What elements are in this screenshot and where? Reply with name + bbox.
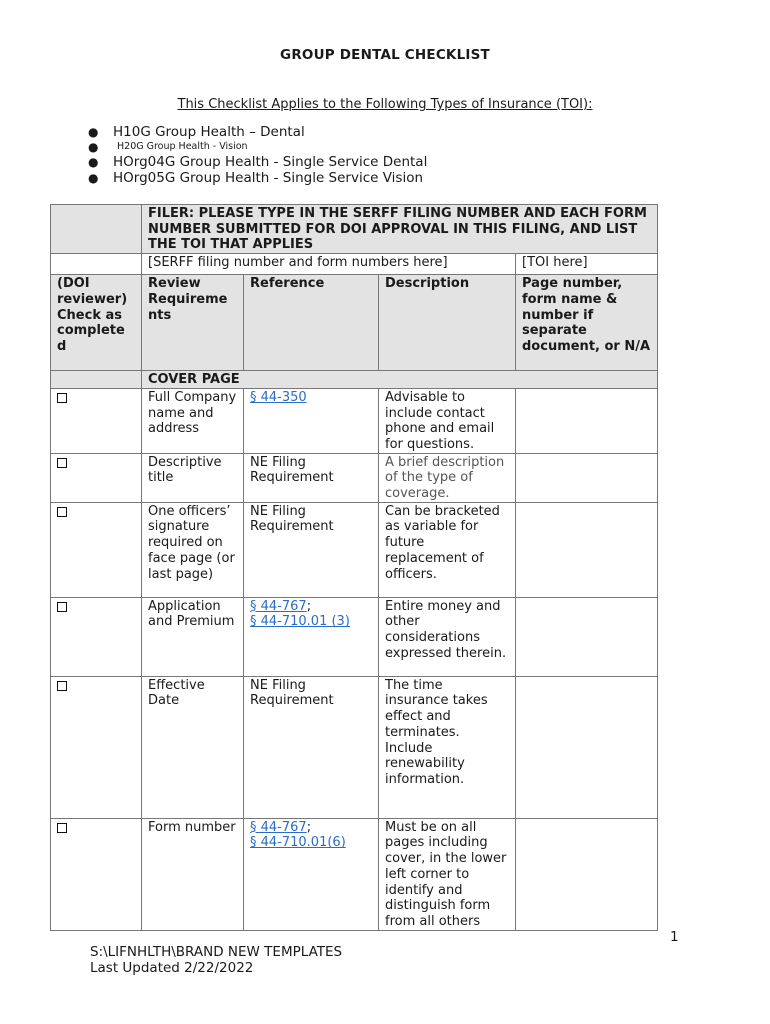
- bullet-icon: ●: [88, 125, 99, 139]
- header-review: Review Requireme nts: [142, 275, 244, 371]
- filer-instruction: FILER: PLEASE TYPE IN THE SERFF FILING NUMBER AND EACH FORM NUMBER SUBMITTED FOR DOI APPROVAL IN THIS FILING, AND LIST THE TOI THAT APPLIES: [142, 205, 658, 254]
- reference-cell: § 44-767; § 44-710.01 (3): [244, 597, 379, 676]
- toi-item: ● HOrg05G Group Health - Single Service Vision: [88, 170, 424, 186]
- toi-list: [88, 124, 427, 186]
- checkbox-cell: [51, 597, 142, 676]
- checkbox[interactable]: [57, 507, 67, 517]
- blank-cell: [51, 205, 142, 254]
- toi-item: ● H10G Group Health – Dental: [88, 124, 305, 140]
- reference-cell: NE Filing Requirement: [244, 502, 379, 597]
- footer-updated: Last Updated 2/22/2022: [90, 960, 254, 976]
- description-cell: The time insurance takes effect and terminates. Include renewability information.: [379, 676, 516, 818]
- page-number-cell[interactable]: [516, 502, 658, 597]
- blank-cell: [51, 254, 142, 275]
- toi-item: ● H20G Group Health - Vision: [88, 140, 248, 154]
- review-cell: Full Company name and address: [142, 388, 244, 453]
- reference-cell: NE Filing Requirement: [244, 676, 379, 818]
- bullet-icon: ●: [88, 155, 99, 169]
- table-row: [51, 818, 658, 930]
- table-row: [51, 502, 658, 597]
- review-cell: Descriptive title: [142, 453, 244, 502]
- header-check: (DOI reviewer) Check as complete d: [51, 275, 142, 371]
- reference-cell: NE Filing Requirement: [244, 453, 379, 502]
- checkbox[interactable]: [57, 602, 67, 612]
- checkbox-cell: [51, 453, 142, 502]
- checkbox[interactable]: [57, 393, 67, 403]
- checkbox-cell: [51, 676, 142, 818]
- header-description: Description: [379, 275, 516, 371]
- review-cell: One officers’ signature required on face page (or last page): [142, 502, 244, 597]
- header-reference: Reference: [244, 275, 379, 371]
- statute-link[interactable]: § 44-767: [250, 598, 307, 614]
- table-row: [51, 388, 658, 453]
- statute-link[interactable]: § 44-767: [250, 819, 307, 835]
- checkbox-cell: [51, 818, 142, 930]
- page-number-cell[interactable]: [516, 388, 658, 453]
- description-cell: Entire money and other considerations expressed therein.: [379, 597, 516, 676]
- checkbox-cell: [51, 502, 142, 597]
- toi-field[interactable]: [TOI here]: [516, 254, 658, 275]
- checkbox-cell: [51, 388, 142, 453]
- statute-link[interactable]: § 44-350: [250, 389, 307, 405]
- reference-cell: [244, 388, 379, 453]
- review-cell: Effective Date: [142, 676, 244, 818]
- toi-item: ● HOrg04G Group Health - Single Service Dental: [88, 154, 428, 170]
- footer: [90, 944, 342, 976]
- section-cover-page: COVER PAGE: [142, 371, 658, 389]
- checklist-table: [50, 204, 658, 931]
- checkbox[interactable]: [57, 458, 67, 468]
- statute-link[interactable]: § 44-710.01(6): [250, 835, 346, 851]
- checkbox[interactable]: [57, 823, 67, 833]
- description-cell: A brief description of the type of coverage.: [379, 453, 516, 502]
- page-number: 1: [670, 929, 679, 945]
- description-cell: Advisable to include contact phone and email for questions.: [379, 388, 516, 453]
- blank-cell: [51, 371, 142, 389]
- review-cell: Form number: [142, 818, 244, 930]
- review-cell: Application and Premium: [142, 597, 244, 676]
- serff-number-field[interactable]: [SERFF filing number and form numbers here]: [142, 254, 516, 275]
- table-row: [51, 676, 658, 818]
- page-number-cell[interactable]: [516, 818, 658, 930]
- description-cell: Must be on all pages including cover, in the lower left corner to identify and distinguish form from all others: [379, 818, 516, 930]
- table-row: [51, 453, 658, 502]
- document-title: GROUP DENTAL CHECKLIST: [280, 47, 490, 63]
- reference-cell: § 44-767; § 44-710.01(6): [244, 818, 379, 930]
- toi-subtitle: This Checklist Applies to the Following Types of Insurance (TOI):: [177, 97, 593, 112]
- bullet-icon: ●: [88, 171, 99, 185]
- page-number-cell[interactable]: [516, 453, 658, 502]
- checkbox[interactable]: [57, 681, 67, 691]
- footer-path: S:\LIFNHLTH\BRAND NEW TEMPLATES: [90, 944, 343, 960]
- page-number-cell[interactable]: [516, 597, 658, 676]
- header-page: Page number, form name & number if separate document, or N/A: [516, 275, 658, 371]
- bullet-icon: ●: [88, 140, 99, 154]
- page-number-cell[interactable]: [516, 676, 658, 818]
- description-cell: Can be bracketed as variable for future replacement of officers.: [379, 502, 516, 597]
- table-row: [51, 597, 658, 676]
- statute-link[interactable]: § 44-710.01 (3): [250, 614, 350, 630]
